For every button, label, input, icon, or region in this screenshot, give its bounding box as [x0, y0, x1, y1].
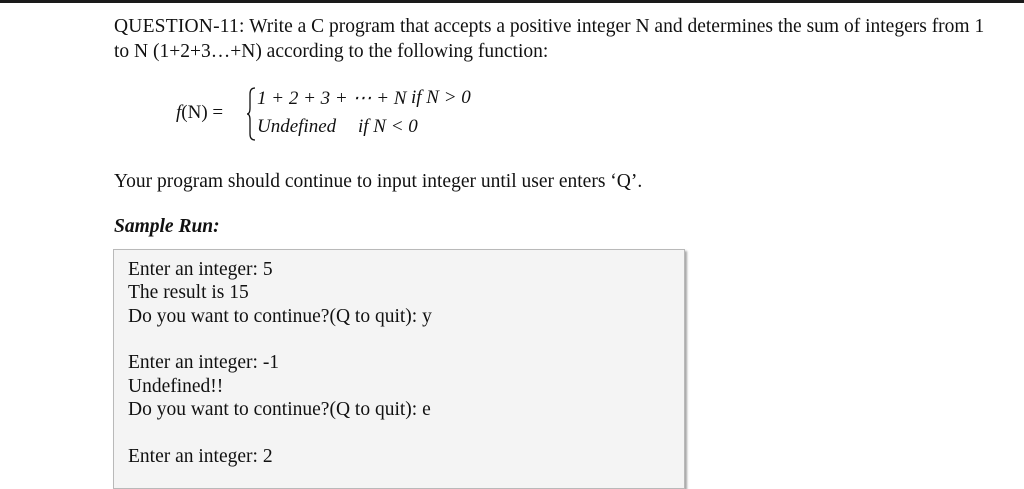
case-negative-expression: Undefined: [257, 116, 337, 137]
sample-line: Enter an integer: 2: [128, 446, 273, 467]
question-body: Write a C program that accepts a positive integer N and determines the sum of integers from 1 to N (1+2+3…+N) according to the following function:: [114, 16, 985, 62]
left-brace-icon: [246, 87, 256, 141]
top-rule: [0, 0, 1024, 3]
question-text: [114, 14, 994, 64]
case-positive-condition: if N > 0: [411, 87, 471, 108]
sample-line: Enter an integer: 5: [128, 259, 273, 280]
sample-run-box: [113, 249, 685, 489]
formula-argument: (N) =: [181, 102, 224, 123]
case-negative-condition: if N < 0: [358, 116, 418, 137]
sample-line: Undefined!!: [128, 376, 224, 397]
sample-line: Enter an integer: -1: [128, 352, 280, 373]
formula-lhs: [176, 102, 223, 124]
question-label: QUESTION-11:: [114, 16, 245, 37]
sample-run-heading: Sample Run:: [114, 216, 220, 237]
sample-line: The result is 15: [128, 282, 249, 303]
sample-line: Do you want to continue?(Q to quit): e: [128, 399, 431, 420]
formula-function-name: f: [176, 102, 182, 123]
sample-line: Do you want to continue?(Q to quit): y: [128, 306, 432, 327]
case-positive-expression: 1 + 2 + 3 + ⋯ + N: [257, 88, 407, 109]
instruction-text: Your program should continue to input integer until user enters ‘Q’.: [114, 171, 643, 192]
